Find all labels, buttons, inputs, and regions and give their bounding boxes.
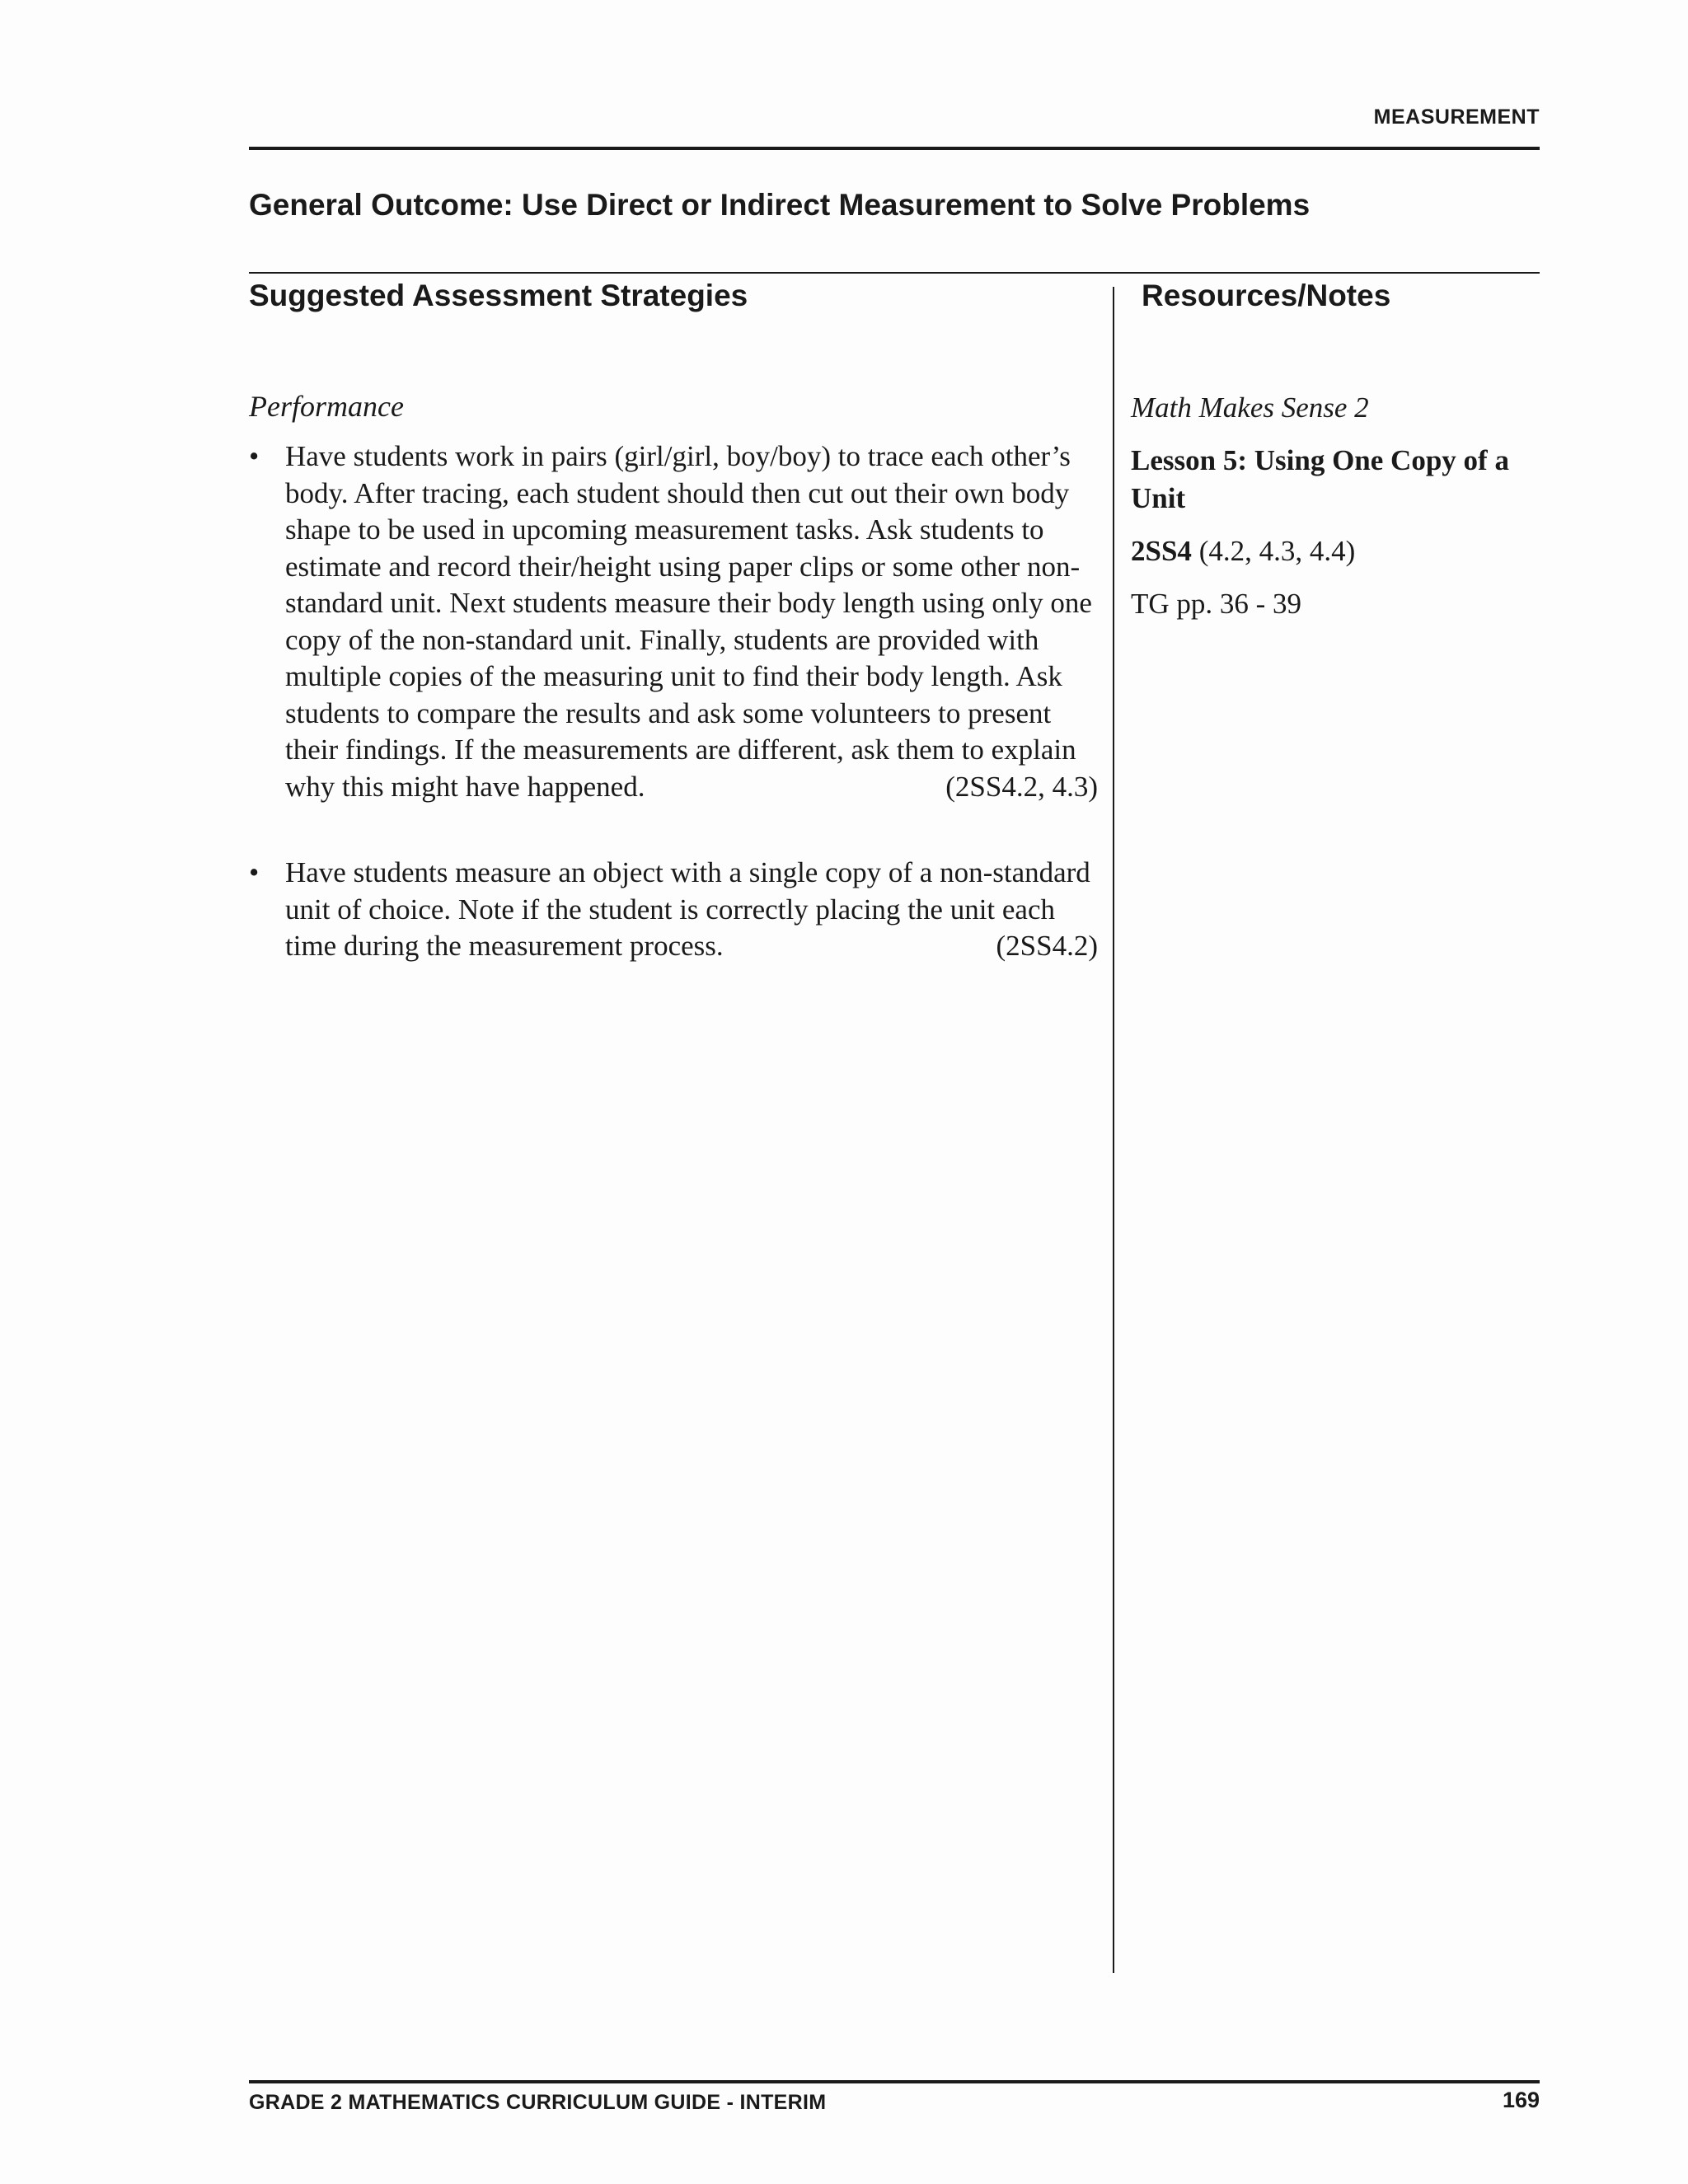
resource-lesson: Lesson 5: Using One Copy of a Unit xyxy=(1131,444,1509,514)
resource-outcome-detail: (4.2, 4.3, 4.4) xyxy=(1191,535,1356,567)
footer-title: GRADE 2 MATHEMATICS CURRICULUM GUIDE - INTERIM xyxy=(249,2091,827,2114)
resources-column xyxy=(1131,389,1543,638)
page-number: 169 xyxy=(1502,2088,1540,2112)
performance-subheading: Performance xyxy=(249,390,404,423)
resource-outcome xyxy=(1131,532,1543,570)
resources-column-heading: Resources/Notes xyxy=(1142,279,1391,312)
resource-book-title: Math Makes Sense 2 xyxy=(1131,391,1369,424)
bullet-icon: • xyxy=(249,440,260,472)
running-head: MEASUREMENT xyxy=(1373,105,1540,129)
column-divider xyxy=(1113,287,1114,1973)
resource-outcome-code: 2SS4 xyxy=(1131,535,1192,567)
bullet-icon: • xyxy=(249,856,260,888)
list-item-text: Have students work in pairs (girl/girl, boy/boy) to trace each other’s body. After tracing, each student should then cut out their own body shape to be used in upcoming measurement tasks. Ask students to estimate and record their/height using paper clips or some other non-standard unit. Next students measure their body length using only one copy of the non-standard unit. Finally, students are provided with multiple copies of the measuring unit to find their body length. Ask students to compare the results and ask some volunteers to present their findings. If the measurements are different, ask them to explain why this might have happened. xyxy=(285,440,1092,803)
assessment-column xyxy=(249,389,1098,1005)
list-item xyxy=(249,855,1098,965)
list-item xyxy=(249,438,1098,805)
general-outcome-heading: General Outcome: Use Direct or Indirect Measurement to Solve Problems xyxy=(249,188,1311,222)
outcome-reference: (2SS4.2) xyxy=(996,930,1098,962)
top-rule xyxy=(249,147,1540,150)
resource-pages: TG pp. 36 - 39 xyxy=(1131,588,1302,620)
list-item-text: Have students measure an object with a single copy of a non-standard unit of choice. Note if the student is correctly placing the unit each time during the measurement process. xyxy=(285,856,1090,962)
outcome-reference: (2SS4.2, 4.3) xyxy=(945,770,1098,803)
footer-rule xyxy=(249,2080,1540,2083)
assessment-column-heading: Suggested Assessment Strategies xyxy=(249,279,748,312)
section-rule xyxy=(249,272,1540,274)
